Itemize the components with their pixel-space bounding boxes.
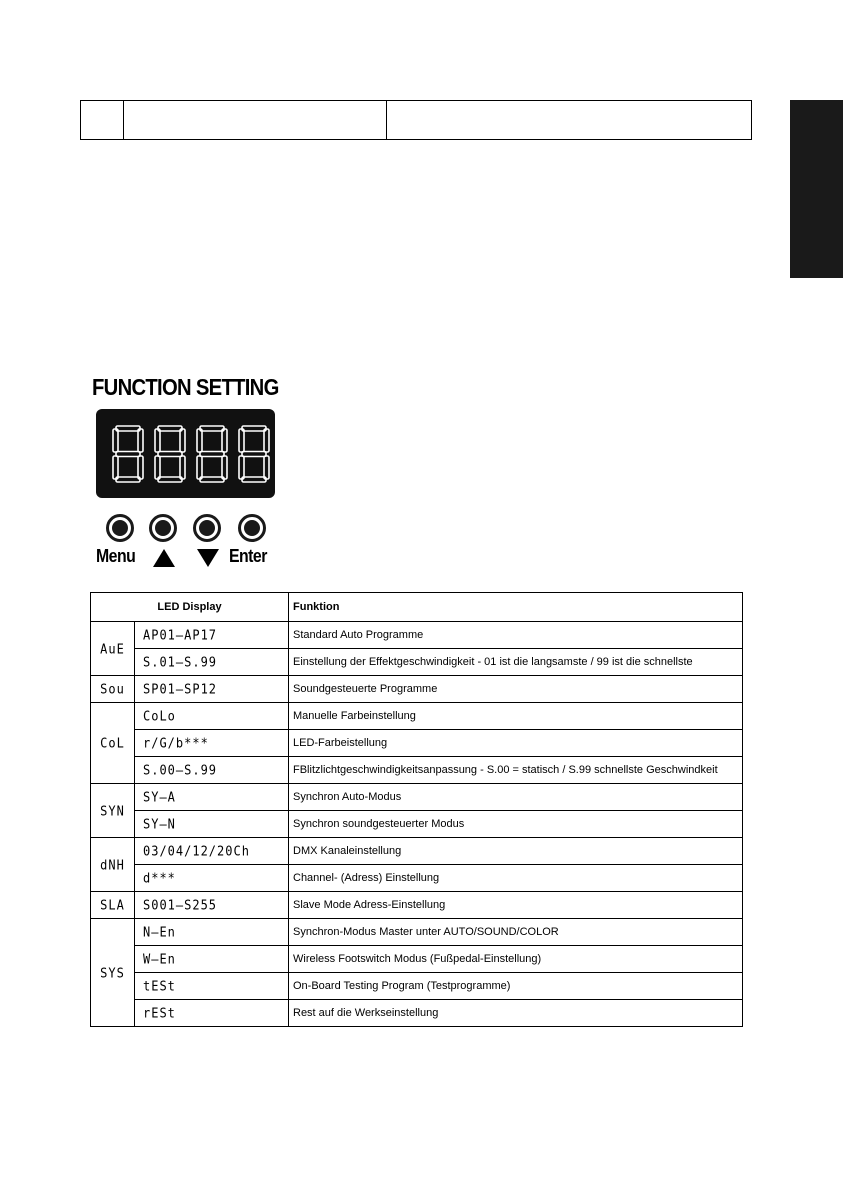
digit-segment bbox=[239, 456, 244, 479]
function-description: FBlitzlichtgeschwindigkeitsanpassung - S.00 = statisch / S.99 schnellste Geschwindkeit bbox=[289, 757, 743, 784]
digit-segment bbox=[158, 426, 182, 431]
display-digit bbox=[239, 426, 269, 482]
display-code-cell bbox=[135, 784, 289, 811]
table-row bbox=[91, 703, 743, 730]
table-divider bbox=[386, 101, 387, 139]
group-code-cell bbox=[91, 676, 135, 703]
digit-segment bbox=[242, 452, 266, 457]
down-button[interactable] bbox=[193, 514, 221, 542]
function-description: Synchron soundgesteuerter Modus bbox=[289, 811, 743, 838]
table-row bbox=[91, 730, 743, 757]
function-description: Synchron-Modus Master unter AUTO/SOUND/COLOR bbox=[289, 919, 743, 946]
digit-segment bbox=[138, 429, 143, 452]
digit-segment bbox=[155, 429, 160, 452]
digit-segment bbox=[113, 456, 118, 479]
function-description: Wireless Footswitch Modus (Fußpedal-Einstellung) bbox=[289, 946, 743, 973]
table-row bbox=[91, 1000, 743, 1027]
digit-segment bbox=[116, 452, 140, 457]
function-description: Manuelle Farbeinstellung bbox=[289, 703, 743, 730]
display-code-cell bbox=[135, 946, 289, 973]
function-description: Einstellung der Effektgeschwindigkeit - 01 ist die langsamste / 99 ist die schnellste bbox=[289, 649, 743, 676]
digit-segment bbox=[197, 429, 202, 452]
display-code: N–En bbox=[143, 924, 176, 940]
table-row bbox=[91, 919, 743, 946]
display-code-cell bbox=[135, 757, 289, 784]
display-code-cell bbox=[135, 865, 289, 892]
digit-segment bbox=[242, 477, 266, 482]
group-code-cell bbox=[91, 784, 135, 838]
display-code: SY–A bbox=[143, 789, 176, 805]
triangle-up-icon bbox=[152, 548, 176, 568]
digit-segment bbox=[222, 429, 227, 452]
display-digit bbox=[155, 426, 185, 482]
function-description: Rest auf die Werkseinstellung bbox=[289, 1000, 743, 1027]
table-row bbox=[91, 676, 743, 703]
header-funktion: Funktion bbox=[289, 593, 743, 622]
display-code-cell bbox=[135, 811, 289, 838]
group-code: SLA bbox=[100, 897, 125, 913]
group-code-cell bbox=[91, 919, 135, 1027]
digit-segment bbox=[242, 426, 266, 431]
table-row bbox=[91, 892, 743, 919]
menu-label: Menu bbox=[96, 546, 136, 566]
display-code-cell bbox=[135, 973, 289, 1000]
display-code-cell bbox=[135, 919, 289, 946]
display-code: CoLo bbox=[143, 708, 176, 724]
digit-segment bbox=[116, 426, 140, 431]
group-code: AuE bbox=[100, 640, 125, 657]
display-code-cell bbox=[135, 703, 289, 730]
display-code: W–En bbox=[143, 951, 176, 967]
group-code: Sou bbox=[100, 681, 125, 697]
display-code: d*** bbox=[143, 870, 176, 886]
group-code-cell bbox=[91, 622, 135, 676]
triangle-down-icon bbox=[196, 548, 220, 568]
display-code: S001–S255 bbox=[143, 897, 218, 913]
function-description: Standard Auto Programme bbox=[289, 622, 743, 649]
function-description: Soundgesteuerte Programme bbox=[289, 676, 743, 703]
digit-segment bbox=[158, 477, 182, 482]
table-divider bbox=[123, 101, 124, 139]
display-code: r/G/b*** bbox=[143, 735, 209, 751]
digit-segment bbox=[264, 429, 269, 452]
table-row bbox=[91, 946, 743, 973]
table-row bbox=[91, 811, 743, 838]
display-code-cell bbox=[135, 892, 289, 919]
digit-segment bbox=[180, 456, 185, 479]
digit-segment bbox=[155, 456, 160, 479]
digit-segment bbox=[197, 456, 202, 479]
digit-segment bbox=[158, 452, 182, 457]
group-code: dNH bbox=[100, 856, 125, 873]
digit-segment bbox=[200, 426, 224, 431]
digit-segment bbox=[180, 429, 185, 452]
display-code: SY–N bbox=[143, 816, 176, 832]
display-code: 03/04/12/20Ch bbox=[143, 843, 250, 859]
function-description: LED-Farbeistellung bbox=[289, 730, 743, 757]
function-description: DMX Kanaleinstellung bbox=[289, 838, 743, 865]
display-code: tESt bbox=[143, 978, 176, 994]
digit-segment bbox=[138, 456, 143, 479]
display-code: S.00–S.99 bbox=[143, 762, 218, 778]
table-row bbox=[91, 784, 743, 811]
digit-segment bbox=[200, 477, 224, 482]
table-row bbox=[91, 838, 743, 865]
group-code: SYN bbox=[100, 802, 125, 819]
table-row bbox=[91, 757, 743, 784]
group-code: SYS bbox=[100, 964, 125, 981]
display-code: AP01–AP17 bbox=[143, 627, 218, 643]
display-code: S.01–S.99 bbox=[143, 654, 218, 670]
enter-label: Enter bbox=[229, 546, 267, 566]
table-row bbox=[91, 649, 743, 676]
header-led-display: LED Display bbox=[91, 593, 289, 622]
display-code-cell bbox=[135, 622, 289, 649]
display-code: SP01–SP12 bbox=[143, 681, 218, 697]
side-tab bbox=[790, 100, 843, 278]
group-code: CoL bbox=[100, 735, 125, 751]
function-description: On-Board Testing Program (Testprogramme) bbox=[289, 973, 743, 1000]
function-description: Channel- (Adress) Einstellung bbox=[289, 865, 743, 892]
digit-segment bbox=[113, 429, 118, 452]
digit-segment bbox=[222, 456, 227, 479]
display-code-cell bbox=[135, 838, 289, 865]
group-code-cell bbox=[91, 838, 135, 892]
digit-segment bbox=[239, 429, 244, 452]
enter-button[interactable] bbox=[238, 514, 266, 542]
table-row bbox=[91, 865, 743, 892]
section-title: FUNCTION SETTING bbox=[92, 374, 279, 400]
function-description: Synchron Auto-Modus bbox=[289, 784, 743, 811]
group-code-cell bbox=[91, 892, 135, 919]
menu-button[interactable] bbox=[106, 514, 134, 542]
display-digit bbox=[113, 426, 143, 482]
display-digit bbox=[197, 426, 227, 482]
up-button[interactable] bbox=[149, 514, 177, 542]
digit-segment bbox=[116, 477, 140, 482]
display-code-cell bbox=[135, 676, 289, 703]
function-description: Slave Mode Adress-Einstellung bbox=[289, 892, 743, 919]
table-row bbox=[91, 973, 743, 1000]
seven-segment-display bbox=[96, 409, 275, 498]
display-code: rESt bbox=[143, 1005, 176, 1021]
led-display-panel bbox=[96, 409, 275, 498]
group-code-cell bbox=[91, 703, 135, 784]
function-table bbox=[90, 592, 743, 1027]
display-code-cell bbox=[135, 730, 289, 757]
display-code-cell bbox=[135, 649, 289, 676]
top-table-fragment bbox=[80, 100, 752, 140]
display-code-cell bbox=[135, 1000, 289, 1027]
table-header-row bbox=[91, 593, 743, 622]
digit-segment bbox=[264, 456, 269, 479]
table-row bbox=[91, 622, 743, 649]
digit-segment bbox=[200, 452, 224, 457]
